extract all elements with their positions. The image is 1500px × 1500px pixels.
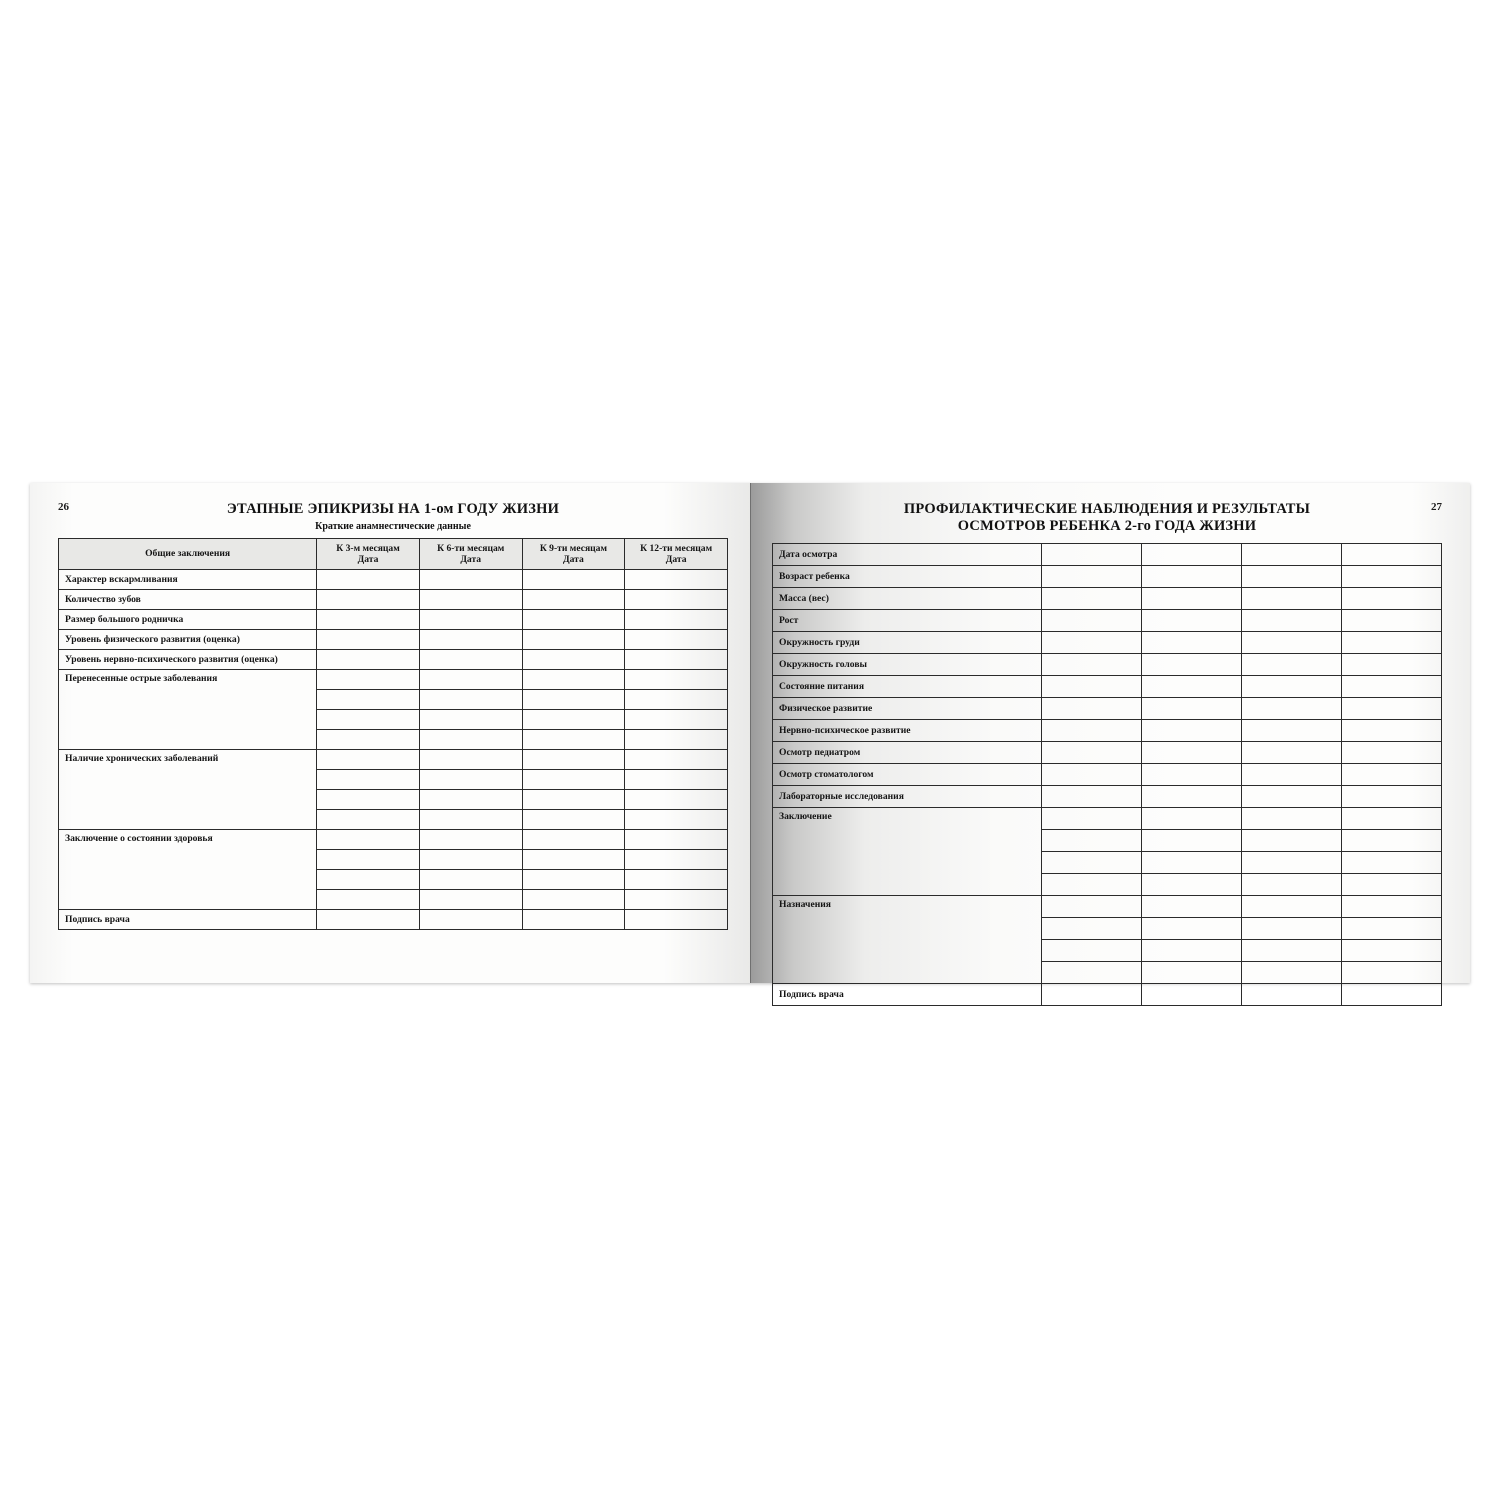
page-title-right-line2: ОСМОТРОВ РЕБЕНКА 2-го ГОДА ЖИЗНИ xyxy=(957,518,1257,535)
table-header-row xyxy=(59,539,728,570)
entry-cell[interactable] xyxy=(1141,940,1241,962)
row-label: Масса (вес) xyxy=(773,588,1042,610)
entry-cell[interactable] xyxy=(1041,566,1141,588)
entry-cell[interactable] xyxy=(1241,896,1341,918)
row-label: Нервно-психическое развитие xyxy=(773,720,1042,742)
entry-cell[interactable] xyxy=(419,670,522,690)
entry-cell[interactable] xyxy=(1141,698,1241,720)
entry-cell[interactable] xyxy=(1041,610,1141,632)
entry-cell[interactable] xyxy=(625,890,728,910)
row-label: Осмотр стоматологом xyxy=(773,764,1042,786)
entry-cell[interactable] xyxy=(317,710,420,730)
page-number-left: 26 xyxy=(58,501,69,513)
entry-cell[interactable] xyxy=(317,630,420,650)
row-label: Количество зубов xyxy=(59,590,317,610)
entry-cell[interactable] xyxy=(1141,984,1241,1006)
entry-cell[interactable] xyxy=(317,570,420,590)
entry-cell[interactable] xyxy=(1041,742,1141,764)
entry-cell[interactable] xyxy=(1241,830,1341,852)
row-label: Уровень нервно-психического развития (оценка) xyxy=(59,650,317,670)
entry-cell[interactable] xyxy=(522,750,625,770)
entry-cell[interactable] xyxy=(419,890,522,910)
table-row xyxy=(59,650,728,670)
entry-cell[interactable] xyxy=(522,570,625,590)
entry-cell[interactable] xyxy=(1041,962,1141,984)
entry-cell[interactable] xyxy=(625,770,728,790)
page-title-right-line1: ПРОФИЛАКТИЧЕСКИЕ НАБЛЮДЕНИЯ И РЕЗУЛЬТАТЫ xyxy=(903,501,1311,517)
table-row xyxy=(59,750,728,770)
entry-cell[interactable] xyxy=(625,690,728,710)
entry-cell[interactable] xyxy=(522,730,625,750)
entry-cell[interactable] xyxy=(1241,874,1341,896)
table-row xyxy=(59,670,728,690)
entry-cell[interactable] xyxy=(1041,654,1141,676)
entry-cell[interactable] xyxy=(1341,720,1441,742)
entry-cell[interactable] xyxy=(1241,940,1341,962)
header-12-months xyxy=(625,539,728,570)
header-9-months-line1: К 9-ти месяцам xyxy=(539,542,608,554)
entry-cell[interactable] xyxy=(1341,764,1441,786)
entry-cell[interactable] xyxy=(317,610,420,630)
right-page xyxy=(750,483,1470,1001)
table-row xyxy=(773,544,1442,566)
entry-cell[interactable] xyxy=(522,890,625,910)
entry-cell[interactable] xyxy=(625,730,728,750)
entry-cell[interactable] xyxy=(1241,852,1341,874)
row-label: Заключение о состоянии здоровья xyxy=(59,830,317,910)
entry-cell[interactable] xyxy=(625,650,728,670)
row-label: Рост xyxy=(773,610,1042,632)
entry-cell[interactable] xyxy=(1141,544,1241,566)
page-subtitle-left: Краткие анамнестические данные xyxy=(315,521,471,533)
entry-cell[interactable] xyxy=(1141,742,1241,764)
row-label: Характер вскармливания xyxy=(59,570,317,590)
entry-cell[interactable] xyxy=(1141,962,1241,984)
entry-cell[interactable] xyxy=(1141,786,1241,808)
header-12-months-line2: Дата xyxy=(665,554,687,566)
entry-cell[interactable] xyxy=(522,790,625,810)
entry-cell[interactable] xyxy=(522,630,625,650)
entry-cell[interactable] xyxy=(1041,874,1141,896)
entry-cell[interactable] xyxy=(625,870,728,890)
table-row xyxy=(773,896,1442,918)
entry-cell[interactable] xyxy=(1341,962,1441,984)
entry-cell[interactable] xyxy=(1241,918,1341,940)
table-row xyxy=(59,630,728,650)
entry-cell[interactable] xyxy=(1041,544,1141,566)
entry-cell[interactable] xyxy=(1041,918,1141,940)
entry-cell[interactable] xyxy=(317,910,420,930)
entry-cell[interactable] xyxy=(1341,588,1441,610)
row-label: Размер большого родничка xyxy=(59,610,317,630)
table-row xyxy=(773,654,1442,676)
header-3-months-line2: Дата xyxy=(357,554,379,566)
entry-cell[interactable] xyxy=(1341,808,1441,830)
entry-cell[interactable] xyxy=(317,670,420,690)
entry-cell[interactable] xyxy=(1041,676,1141,698)
entry-cell[interactable] xyxy=(1141,918,1241,940)
page-number-right: 27 xyxy=(1431,501,1442,513)
left-page xyxy=(30,483,750,983)
table-row xyxy=(773,676,1442,698)
row-label: Заключение xyxy=(773,808,1042,896)
table-row xyxy=(773,588,1442,610)
page-title-left: ЭТАПНЫЕ ЭПИКРИЗЫ НА 1-ом ГОДУ ЖИЗНИ xyxy=(226,501,560,517)
entry-cell[interactable] xyxy=(522,850,625,870)
header-6-months-line1: К 6-ти месяцам xyxy=(437,542,505,554)
entry-cell[interactable] xyxy=(522,870,625,890)
entry-cell[interactable] xyxy=(1141,830,1241,852)
row-label: Дата осмотра xyxy=(773,544,1042,566)
observations-table-body xyxy=(773,544,1442,1006)
entry-cell[interactable] xyxy=(1241,588,1341,610)
entry-cell[interactable] xyxy=(1141,896,1241,918)
entry-cell[interactable] xyxy=(419,650,522,670)
entry-cell[interactable] xyxy=(1341,940,1441,962)
entry-cell[interactable] xyxy=(1241,632,1341,654)
entry-cell[interactable] xyxy=(625,850,728,870)
entry-cell[interactable] xyxy=(625,810,728,830)
table-row xyxy=(773,720,1442,742)
entry-cell[interactable] xyxy=(419,710,522,730)
entry-cell[interactable] xyxy=(1141,852,1241,874)
entry-cell[interactable] xyxy=(1041,698,1141,720)
entry-cell[interactable] xyxy=(1341,654,1441,676)
entry-cell[interactable] xyxy=(1041,808,1141,830)
entry-cell[interactable] xyxy=(625,790,728,810)
entry-cell[interactable] xyxy=(625,610,728,630)
entry-cell[interactable] xyxy=(419,830,522,850)
entry-cell[interactable] xyxy=(419,690,522,710)
entry-cell[interactable] xyxy=(1241,786,1341,808)
entry-cell[interactable] xyxy=(1041,786,1141,808)
entry-cell[interactable] xyxy=(1141,764,1241,786)
entry-cell[interactable] xyxy=(317,790,420,810)
entry-cell[interactable] xyxy=(1241,984,1341,1006)
entry-cell[interactable] xyxy=(1141,874,1241,896)
entry-cell[interactable] xyxy=(1041,940,1141,962)
entry-cell[interactable] xyxy=(317,890,420,910)
entry-cell[interactable] xyxy=(419,730,522,750)
header-12-months-line1: К 12-ти месяцам xyxy=(640,542,713,554)
entry-cell[interactable] xyxy=(419,610,522,630)
entry-cell[interactable] xyxy=(522,810,625,830)
row-label: Перенесенные острые заболевания xyxy=(59,670,317,750)
entry-cell[interactable] xyxy=(419,910,522,930)
entry-cell[interactable] xyxy=(317,770,420,790)
table-row xyxy=(59,910,728,930)
entry-cell[interactable] xyxy=(522,830,625,850)
table-row xyxy=(59,570,728,590)
entry-cell[interactable] xyxy=(1041,896,1141,918)
table-row xyxy=(773,698,1442,720)
entry-cell[interactable] xyxy=(1041,830,1141,852)
entry-cell[interactable] xyxy=(625,830,728,850)
book-spine xyxy=(750,483,751,983)
entry-cell[interactable] xyxy=(1241,720,1341,742)
entry-cell[interactable] xyxy=(1141,654,1241,676)
entry-cell[interactable] xyxy=(1041,852,1141,874)
table-row xyxy=(773,566,1442,588)
entry-cell[interactable] xyxy=(1241,962,1341,984)
header-9-months-line2: Дата xyxy=(563,554,584,566)
table-row xyxy=(773,984,1442,1006)
entry-cell[interactable] xyxy=(1241,544,1341,566)
entry-cell[interactable] xyxy=(1141,720,1241,742)
table-row xyxy=(773,764,1442,786)
row-label: Осмотр педиатром xyxy=(773,742,1042,764)
entry-cell[interactable] xyxy=(1141,808,1241,830)
header-9-months xyxy=(522,539,625,570)
table-row xyxy=(59,590,728,610)
entry-cell[interactable] xyxy=(1341,852,1441,874)
entry-cell[interactable] xyxy=(1341,698,1441,720)
entry-cell[interactable] xyxy=(1241,808,1341,830)
table-row xyxy=(773,808,1442,830)
row-label: Окружность головы xyxy=(773,654,1042,676)
entry-cell[interactable] xyxy=(1341,610,1441,632)
entry-cell[interactable] xyxy=(1041,764,1141,786)
row-label: Подпись врача xyxy=(773,984,1042,1006)
entry-cell[interactable] xyxy=(1341,874,1441,896)
entry-cell[interactable] xyxy=(317,830,420,850)
entry-cell[interactable] xyxy=(522,610,625,630)
entry-cell[interactable] xyxy=(625,910,728,930)
row-label: Подпись врача xyxy=(59,910,317,930)
entry-cell[interactable] xyxy=(317,650,420,670)
row-label: Состояние питания xyxy=(773,676,1042,698)
entry-cell[interactable] xyxy=(1341,830,1441,852)
table-row xyxy=(59,830,728,850)
header-6-months-line2: Дата xyxy=(460,554,482,566)
entry-cell[interactable] xyxy=(625,570,728,590)
entry-cell[interactable] xyxy=(419,770,522,790)
epicrisis-table-body xyxy=(59,570,728,930)
entry-cell[interactable] xyxy=(625,710,728,730)
row-label: Наличие хронических заболеваний xyxy=(59,750,317,830)
epicrisis-table xyxy=(58,538,728,930)
entry-cell[interactable] xyxy=(1041,588,1141,610)
entry-cell[interactable] xyxy=(419,870,522,890)
entry-cell[interactable] xyxy=(522,590,625,610)
entry-cell[interactable] xyxy=(317,810,420,830)
entry-cell[interactable] xyxy=(1041,632,1141,654)
row-label: Уровень физического развития (оценка) xyxy=(59,630,317,650)
table-row xyxy=(59,610,728,630)
entry-cell[interactable] xyxy=(317,590,420,610)
table-row xyxy=(773,742,1442,764)
row-label: Лабораторные исследования xyxy=(773,786,1042,808)
entry-cell[interactable] xyxy=(1041,720,1141,742)
entry-cell[interactable] xyxy=(1141,566,1241,588)
entry-cell[interactable] xyxy=(625,670,728,690)
entry-cell[interactable] xyxy=(522,690,625,710)
header-6-months xyxy=(419,539,522,570)
entry-cell[interactable] xyxy=(1141,610,1241,632)
entry-cell[interactable] xyxy=(317,730,420,750)
entry-cell[interactable] xyxy=(522,770,625,790)
entry-cell[interactable] xyxy=(1241,698,1341,720)
entry-cell[interactable] xyxy=(522,650,625,670)
entry-cell[interactable] xyxy=(1241,742,1341,764)
entry-cell[interactable] xyxy=(1341,786,1441,808)
header-general-conclusions: Общие заключения xyxy=(59,539,317,570)
entry-cell[interactable] xyxy=(1141,588,1241,610)
row-label: Назначения xyxy=(773,896,1042,984)
header-3-months-line1: К 3-м месяцам xyxy=(336,542,400,554)
book-spread xyxy=(30,483,1470,1001)
entry-cell[interactable] xyxy=(625,750,728,770)
table-row xyxy=(773,786,1442,808)
entry-cell[interactable] xyxy=(419,630,522,650)
table-row xyxy=(773,632,1442,654)
entry-cell[interactable] xyxy=(1241,566,1341,588)
entry-cell[interactable] xyxy=(419,750,522,770)
entry-cell[interactable] xyxy=(1341,566,1441,588)
entry-cell[interactable] xyxy=(1241,676,1341,698)
entry-cell[interactable] xyxy=(419,570,522,590)
entry-cell[interactable] xyxy=(1341,676,1441,698)
entry-cell[interactable] xyxy=(625,630,728,650)
entry-cell[interactable] xyxy=(1341,984,1441,1006)
entry-cell[interactable] xyxy=(317,750,420,770)
row-label: Окружность груди xyxy=(773,632,1042,654)
entry-cell[interactable] xyxy=(522,910,625,930)
entry-cell[interactable] xyxy=(625,590,728,610)
observations-table xyxy=(772,543,1442,1006)
entry-cell[interactable] xyxy=(1041,984,1141,1006)
entry-cell[interactable] xyxy=(419,850,522,870)
entry-cell[interactable] xyxy=(419,810,522,830)
entry-cell[interactable] xyxy=(1241,610,1341,632)
entry-cell[interactable] xyxy=(522,670,625,690)
entry-cell[interactable] xyxy=(317,850,420,870)
entry-cell[interactable] xyxy=(1341,896,1441,918)
entry-cell[interactable] xyxy=(317,870,420,890)
entry-cell[interactable] xyxy=(1341,742,1441,764)
entry-cell[interactable] xyxy=(419,590,522,610)
entry-cell[interactable] xyxy=(522,710,625,730)
entry-cell[interactable] xyxy=(317,690,420,710)
row-label: Физическое развитие xyxy=(773,698,1042,720)
entry-cell[interactable] xyxy=(1341,918,1441,940)
entry-cell[interactable] xyxy=(1341,632,1441,654)
entry-cell[interactable] xyxy=(1341,544,1441,566)
row-label: Возраст ребенка xyxy=(773,566,1042,588)
entry-cell[interactable] xyxy=(1141,676,1241,698)
header-3-months xyxy=(317,539,420,570)
entry-cell[interactable] xyxy=(1141,632,1241,654)
table-row xyxy=(773,610,1442,632)
entry-cell[interactable] xyxy=(419,790,522,810)
entry-cell[interactable] xyxy=(1241,654,1341,676)
entry-cell[interactable] xyxy=(1241,764,1341,786)
